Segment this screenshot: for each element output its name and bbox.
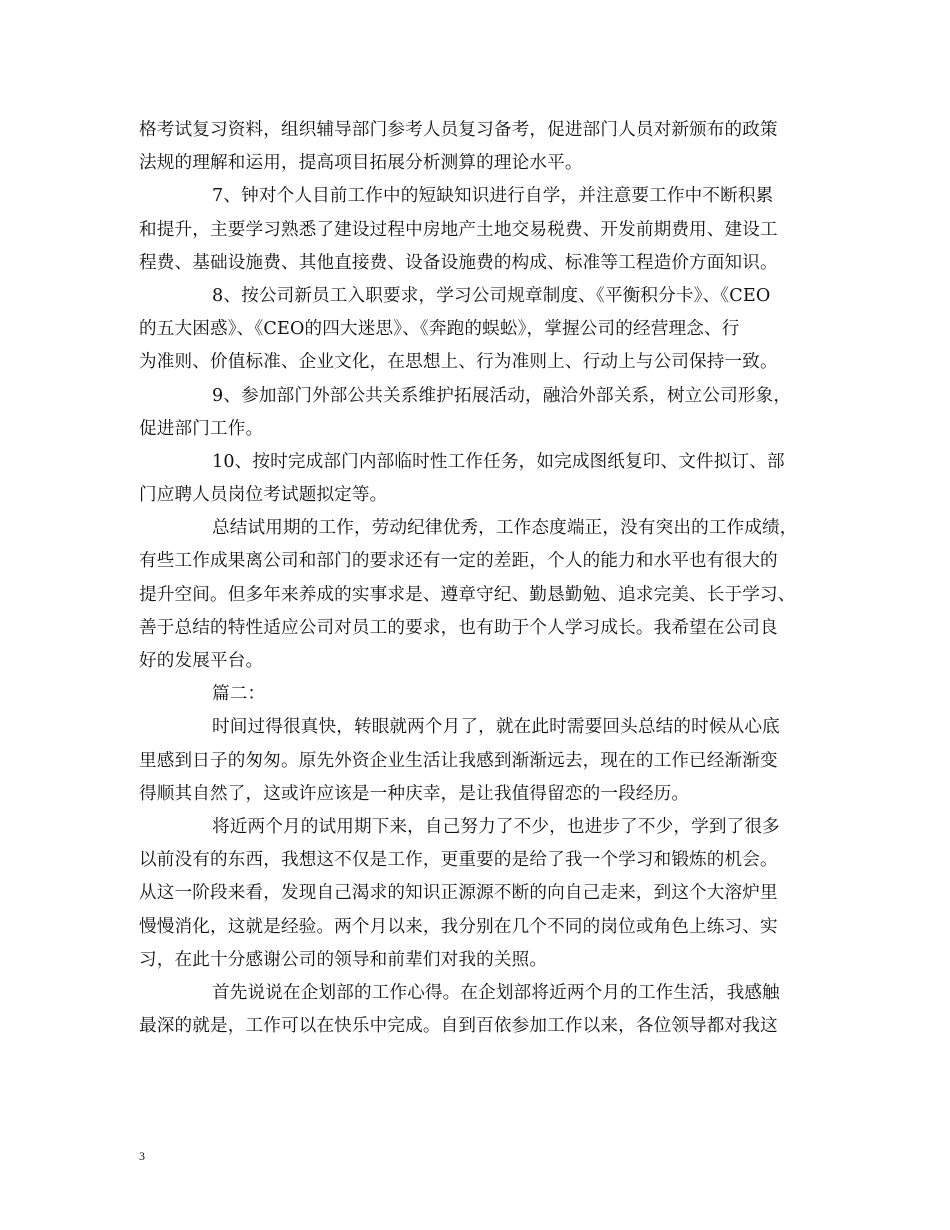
text-line: 最深的就是，工作可以在快乐中完成。自到百依参加工作以来，各位领导都对我这 <box>139 1016 778 1037</box>
text-line: 9、参加部门外部公共关系维护拓展活动，融洽外部关系，树立公司形象， <box>212 385 792 406</box>
text-line: 慢慢消化，这就是经验。两个月以来，我分别在几个不同的岗位或角色上练习、实 <box>139 916 778 937</box>
text-line: 篇二： <box>212 684 266 705</box>
text-line: 习，在此十分感谢公司的领导和前辈们对我的关照。 <box>139 949 548 970</box>
page-number: 3 <box>139 1149 145 1163</box>
text-line: 好的发展平台。 <box>139 651 264 671</box>
text-line: 首先说说在企划部的工作心得。在企划部将近两个月的工作生活，我感触 <box>212 982 780 1003</box>
text-line: 格考试复习资料，组织辅导部门参考人员复习备考，促进部门人员对新颁布的政策 <box>139 120 778 140</box>
text-line: 法规的理解和运用，提高项目拓展分析测算的理论水平。 <box>139 153 583 174</box>
text-line: 以前没有的东西，我想这不仅是工作，更重要的是给了我一个学习和锻炼的机会。 <box>139 850 778 871</box>
text-line: 里感到日子的匆匆。原先外资企业生活让我感到渐渐远去，现在的工作已经渐渐变 <box>139 750 778 771</box>
text-line: 的五大困惑》、《CEO的四大迷思》、《奔跑的蜈蚣》，掌握公司的经营理念、行 <box>139 319 740 340</box>
text-line: 时间过得很真快，转眼就两个月了，就在此时需要回头总结的时候从心底 <box>212 717 780 738</box>
text-line: 8、按公司新员工入职要求，学习公司规章制度、《平衡积分卡》、《CEO <box>212 285 771 306</box>
text-line: 得顺其自然了，这或许应该是一种庆幸，是让我值得留恋的一段经历。 <box>139 783 690 804</box>
text-line: 从这一阶段来看，发现自己渴求的知识正源源不断的向自己走来，到这个大溶炉里 <box>139 883 778 904</box>
text-line: 将近两个月的试用期下来，自己努力了不少，也进步了不少，学到了很多 <box>212 816 780 837</box>
text-line: 程费、基础设施费、其他直接费、设备设施费的构成、标准等工程造价方面知识。 <box>139 252 778 273</box>
text-line: 善于总结的特性适应公司对员工的要求，也有助于个人学习成长。我希望在公司良 <box>139 617 778 638</box>
text-line: 10、按时完成部门内部临时性工作任务，如完成图纸复印、文件拟订、部 <box>212 451 785 472</box>
text-line: 促进部门工作。 <box>139 418 264 439</box>
text-line: 门应聘人员岗位考试题拟定等。 <box>139 485 388 506</box>
text-line: 7、钟对个人目前工作中的短缺知识进行自学，并注意要工作中不断积累 <box>212 186 774 207</box>
document-body <box>139 114 825 1043</box>
text-line: 提升空间。但多年来养成的实事求是、遵章守纪、勤恳勤勉、追求完美、长于学习、 <box>139 584 796 605</box>
text-line: 和提升，主要学习熟悉了建设过程中房地产土地交易税费、开发前期费用、建设工 <box>139 219 778 240</box>
text-line: 总结试用期的工作，劳动纪律优秀，工作态度端正，没有突出的工作成绩， <box>212 518 798 539</box>
text-line: 有些工作成果离公司和部门的要求还有一定的差距，个人的能力和水平也有很大的 <box>139 551 778 572</box>
text-line: 为准则、价值标准、企业文化，在思想上、行为准则上、行动上与公司保持一致。 <box>139 352 778 373</box>
